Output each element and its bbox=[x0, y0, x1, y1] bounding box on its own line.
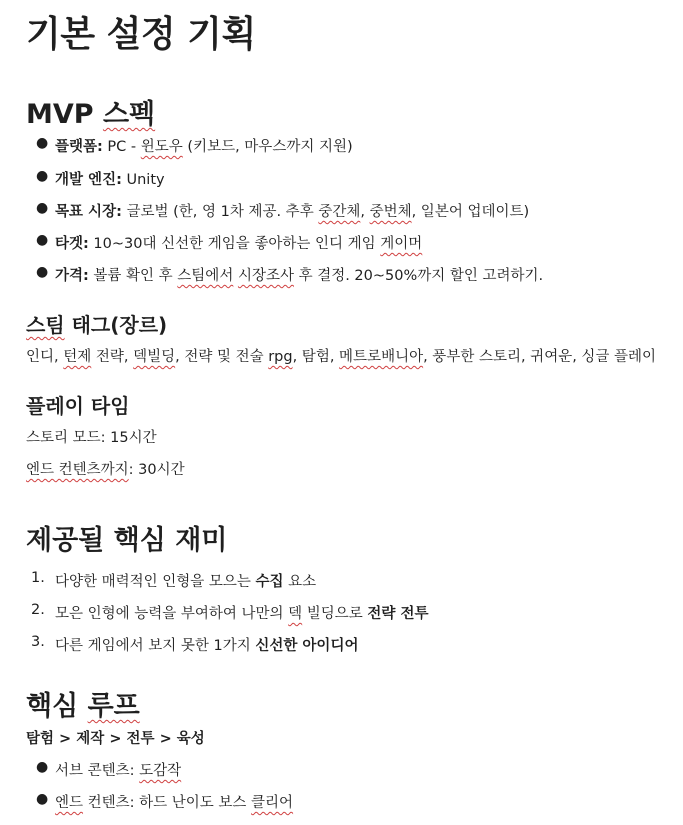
item-text: (키보드, 마우스까지 지원) bbox=[182, 139, 353, 155]
heading-text: 핵심 bbox=[26, 691, 88, 722]
list-item bbox=[36, 200, 530, 221]
item-text: 요소 bbox=[283, 574, 317, 590]
numbered-item bbox=[31, 570, 317, 591]
core-loop-heading bbox=[26, 684, 140, 723]
tag-text: 인디, bbox=[26, 349, 64, 365]
item-text: 시장조사 bbox=[237, 268, 294, 284]
item-text: 엔드 bbox=[55, 795, 84, 811]
item-label: 가격: bbox=[55, 268, 89, 284]
bullet-icon: ● bbox=[36, 759, 49, 775]
item-text: 서브 콘텐츠: bbox=[55, 763, 140, 779]
item-text: , bbox=[360, 204, 370, 220]
bullet-icon: ● bbox=[36, 135, 49, 151]
steam-tags bbox=[26, 345, 656, 366]
item-text: 컨텐츠: 하드 난이도 보스 bbox=[83, 795, 252, 811]
bullet-icon: ● bbox=[36, 264, 49, 280]
item-label: 목표 시장: bbox=[55, 204, 122, 220]
item-text: 볼륨 확인 후 bbox=[88, 268, 178, 284]
playtime-heading: 플레이 타임 bbox=[26, 394, 130, 418]
item-text: 후 결정. 20~50%까지 할인 고려하기. bbox=[293, 268, 544, 284]
list-item bbox=[36, 232, 423, 253]
item-bold: 전략 전투 bbox=[367, 606, 429, 622]
tag-text: , 전략 및 전술 bbox=[175, 349, 269, 365]
list-item bbox=[36, 168, 165, 189]
item-text: PC - bbox=[102, 139, 141, 155]
item-label: 플랫폼: bbox=[55, 139, 103, 155]
heading-word: 스팀 bbox=[26, 313, 65, 337]
list-item bbox=[36, 264, 544, 285]
heading-word: 루프 bbox=[87, 691, 140, 722]
item-text: 중간체 bbox=[318, 204, 361, 220]
item-text: Unity bbox=[121, 172, 165, 188]
line-text: : 30시간 bbox=[128, 462, 185, 478]
mvp-heading-text: MVP bbox=[26, 99, 103, 130]
end-content-line bbox=[26, 458, 185, 479]
tag-text: 메트로배니아 bbox=[339, 349, 424, 365]
item-text: 다양한 매력적인 인형을 모으는 bbox=[55, 574, 256, 590]
tag-text: , 풍부한 스토리, 귀여운, 싱글 플레이 bbox=[423, 349, 657, 365]
item-text: 빌딩으로 bbox=[302, 606, 368, 622]
tag-text: 덱빌딩 bbox=[133, 349, 176, 365]
item-number: 3. bbox=[31, 634, 45, 650]
tag-text: , 탐험, bbox=[292, 349, 340, 365]
item-text: 다른 게임에서 보지 못한 1가지 bbox=[55, 638, 256, 654]
item-number: 1. bbox=[31, 570, 45, 586]
bullet-icon: ● bbox=[36, 791, 49, 807]
list-item bbox=[36, 759, 182, 780]
core-fun-heading: 제공될 핵심 재미 bbox=[26, 525, 228, 556]
tag-text: rpg bbox=[268, 349, 293, 365]
tag-text: 턴제 bbox=[63, 349, 92, 365]
item-text: , 일본어 업데이트) bbox=[411, 204, 530, 220]
mvp-heading-word: 스펙 bbox=[102, 99, 156, 130]
loop-flow: 탐험 > 제작 > 전투 > 육성 bbox=[26, 731, 205, 747]
item-label: 타겟: bbox=[55, 236, 89, 252]
item-text: 중번체 bbox=[369, 204, 412, 220]
page-title: 기본 설정 기획 bbox=[26, 14, 256, 55]
steam-tags-heading bbox=[26, 309, 167, 338]
line-text: 엔드 컨텐츠까지 bbox=[26, 462, 129, 478]
item-bold: 신선한 아이디어 bbox=[255, 638, 359, 654]
item-number: 2. bbox=[31, 602, 45, 618]
numbered-item bbox=[31, 634, 359, 655]
list-item bbox=[36, 791, 294, 812]
item-text: 클리어 bbox=[251, 795, 294, 811]
list-item bbox=[36, 135, 353, 156]
heading-text: 태그(장르) bbox=[64, 313, 168, 337]
item-bold: 수집 bbox=[255, 574, 284, 590]
story-mode-line: 스토리 모드: 15시간 bbox=[26, 430, 157, 446]
item-text: 스팀에서 bbox=[177, 268, 234, 284]
item-text: 덱 bbox=[288, 606, 303, 622]
item-text: 윈도우 bbox=[140, 139, 183, 155]
item-text: 10~30대 신선한 게임을 좋아하는 인디 게임 bbox=[88, 236, 381, 252]
item-text: 도감작 bbox=[139, 763, 182, 779]
bullet-icon: ● bbox=[36, 168, 49, 184]
mvp-heading bbox=[26, 92, 155, 131]
bullet-icon: ● bbox=[36, 232, 49, 248]
item-text: 게이머 bbox=[380, 236, 423, 252]
item-text: 모은 인형에 능력을 부여하여 나만의 bbox=[55, 606, 289, 622]
tag-text: 전략, bbox=[91, 349, 134, 365]
bullet-icon: ● bbox=[36, 200, 49, 216]
item-label: 개발 엔진: bbox=[55, 172, 122, 188]
item-text: 글로벌 (한, 영 1차 제공. 추후 bbox=[121, 204, 319, 220]
numbered-item bbox=[31, 602, 429, 623]
